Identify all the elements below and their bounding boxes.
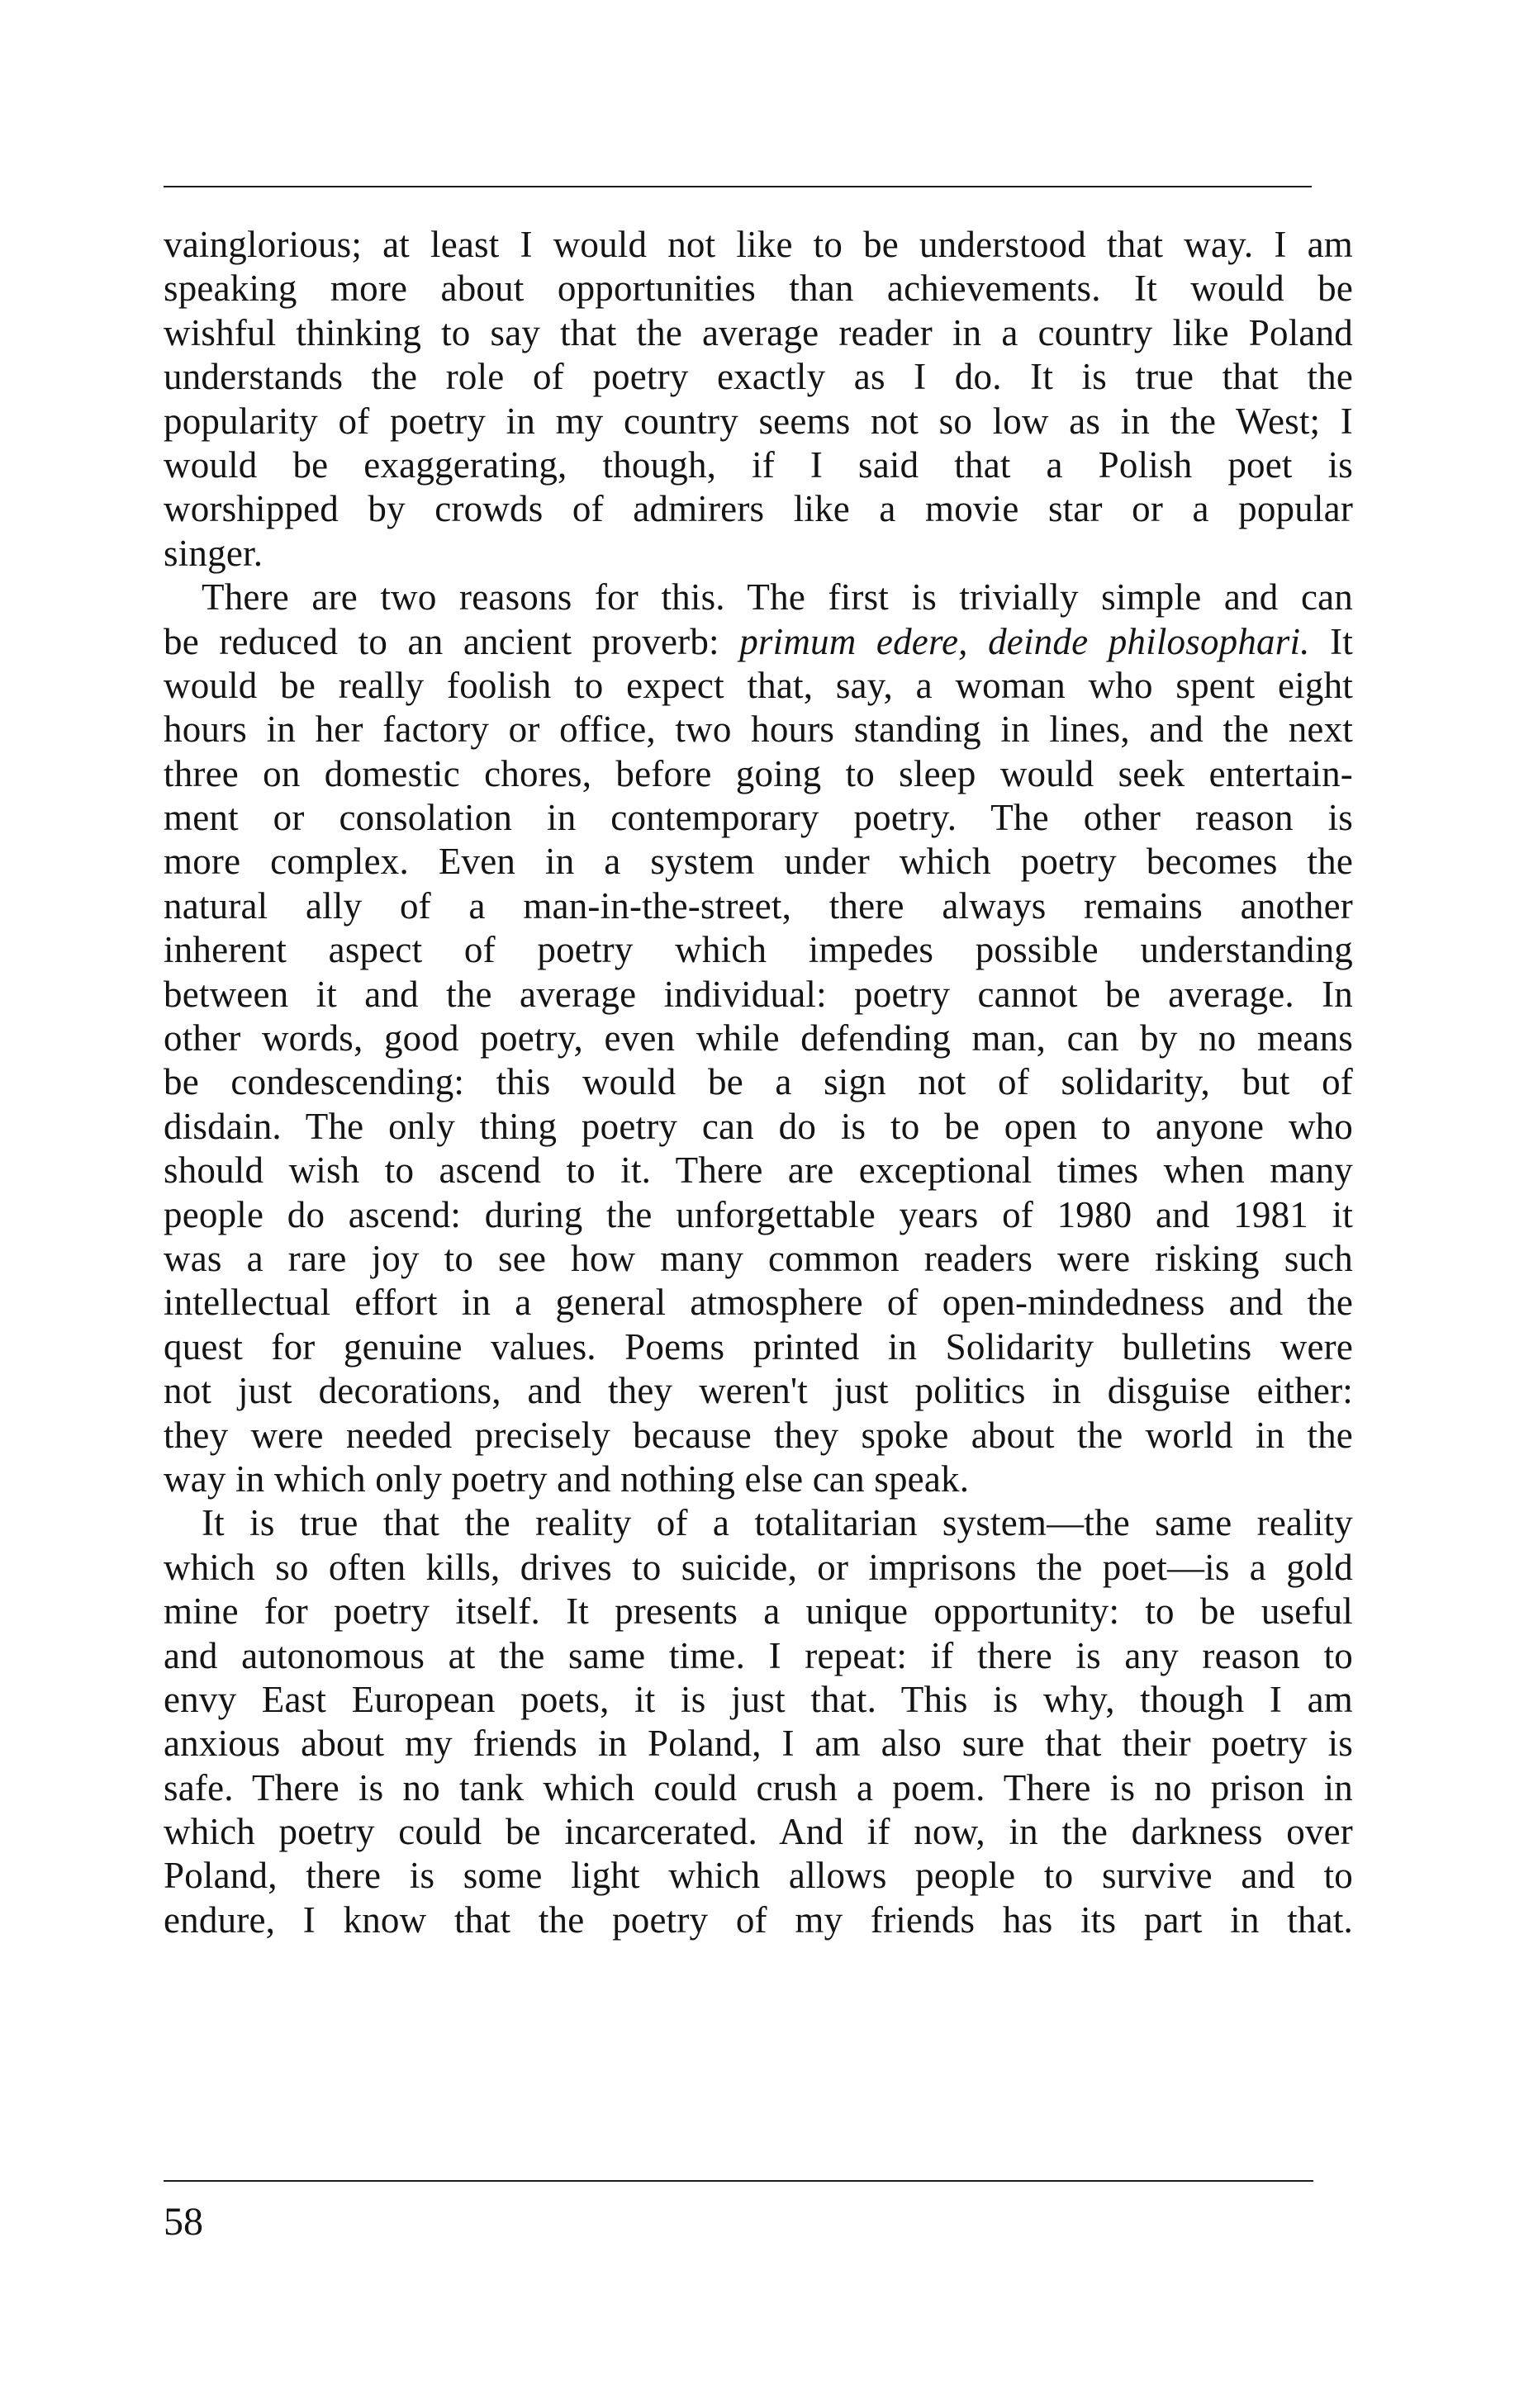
text-line: which poetry could be incarcerated. And if now, in the darkness over xyxy=(164,1811,1353,1853)
text-line: and autonomous at the same time. I repeat: if there is any reason to xyxy=(164,1634,1353,1676)
text-line: way in which only poetry and nothing else can speak. xyxy=(164,1458,970,1500)
text-line: natural ally of a man-in-the-street, there always remains another xyxy=(164,884,1353,927)
text-line: quest for genuine values. Poems printed in Solidarity bulletins were xyxy=(164,1325,1353,1368)
text-line: speaking more about opportunities than achievements. It would be xyxy=(164,268,1353,310)
paragraph-1 xyxy=(164,223,1353,576)
text-line: Poland, there is some light which allows people to survive and to xyxy=(164,1855,1353,1897)
text-line: between it and the average individual: poetry cannot be average. In xyxy=(164,973,1353,1015)
text-line: hours in her factory or office, two hours standing in lines, and the next xyxy=(164,709,1353,751)
text-line: should wish to ascend to it. There are exceptional times when many xyxy=(164,1149,1353,1192)
text-line: would be exaggerating, though, if I said that a Polish poet is xyxy=(164,443,1353,486)
text-line: was a rare joy to see how many common readers were risking such xyxy=(164,1237,1353,1279)
text-line: mine for poetry itself. It presents a unique opportunity: to be useful xyxy=(164,1590,1353,1633)
text-line: endure, I know that the poetry of my friends has its part in that. xyxy=(164,1898,1353,1941)
text-line: envy East European poets, it is just that. This is why, though I am xyxy=(164,1678,1353,1720)
page-number: 58 xyxy=(164,2200,203,2244)
latin-proverb: primum edere, deinde philosophari. xyxy=(739,620,1310,662)
text-line: three on domestic chores, before going to sleep would seek entertain- xyxy=(164,752,1353,794)
paragraph-3 xyxy=(164,1501,1353,1942)
text-line: be reduced to an ancient proverb: primum edere, deinde philosophari. It xyxy=(164,620,1353,662)
text-line: other words, good poetry, even while defending man, can by no means xyxy=(164,1017,1353,1059)
bottom-rule xyxy=(164,2180,1313,2182)
text-line: they were needed precisely because they spoke about the world in the xyxy=(164,1414,1353,1456)
text-line: would be really foolish to expect that, say, a woman who spent eight xyxy=(164,664,1353,706)
text-line: more complex. Even in a system under which poetry becomes the xyxy=(164,841,1353,883)
text-line: anxious about my friends in Poland, I am also sure that their poetry is xyxy=(164,1723,1353,1765)
text-line: wishful thinking to say that the average reader in a country like Poland xyxy=(164,311,1353,353)
text-line: which so often kills, drives to suicide, or imprisons the poet—is a gold xyxy=(164,1546,1353,1588)
text-line: safe. There is no tank which could crush a poem. There is no prison in xyxy=(164,1766,1353,1808)
paragraph-2 xyxy=(164,576,1353,1501)
top-rule xyxy=(164,186,1312,187)
text-line: be condescending: this would be a sign not of solidarity, but of xyxy=(164,1061,1353,1103)
text-line: inherent aspect of poetry which impedes possible understanding xyxy=(164,929,1353,971)
text-line: It is true that the reality of a totalitarian system—the same reality xyxy=(202,1502,1353,1544)
text-line: disdain. The only thing poetry can do is to be open to anyone who xyxy=(164,1105,1353,1147)
text-line: ment or consolation in contemporary poetry. The other reason is xyxy=(164,797,1353,839)
text-line: singer. xyxy=(164,532,263,574)
text-line: vainglorious; at least I would not like to be understood that way. I am xyxy=(164,224,1353,265)
text-line: people do ascend: during the unforgettable years of 1980 and 1981 it xyxy=(164,1193,1353,1235)
text-line: not just decorations, and they weren't just politics in disguise either: xyxy=(164,1370,1353,1412)
text-line: There are two reasons for this. The first is trivially simple and can xyxy=(202,576,1353,619)
text-line: intellectual effort in a general atmosphere of open-mindedness and the xyxy=(164,1282,1353,1324)
text-line: understands the role of poetry exactly as I do. It is true that the xyxy=(164,356,1353,398)
text-line: popularity of poetry in my country seems not so low as in the West; I xyxy=(164,400,1353,442)
body-text xyxy=(164,223,1353,1942)
text-line: worshipped by crowds of admirers like a movie star or a popular xyxy=(164,488,1353,530)
